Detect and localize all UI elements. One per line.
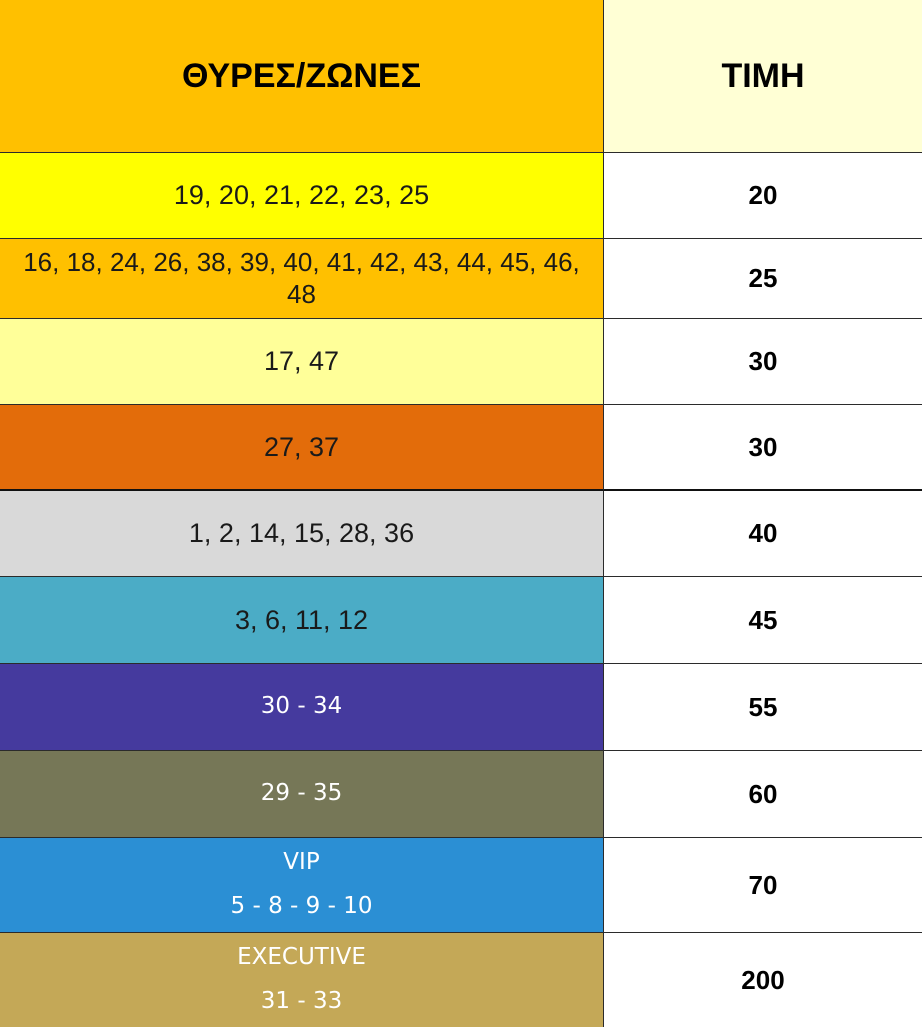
price-value: 200: [741, 964, 785, 995]
header-zones-cell: [0, 0, 604, 153]
zone-cell: [0, 319, 604, 405]
zone-text: 27, 37: [263, 431, 340, 462]
price-cell: [604, 319, 922, 405]
price-value: 20: [748, 180, 778, 210]
price-value: 30: [748, 431, 778, 462]
zone-text: 5 - 8 - 9 - 10: [230, 893, 373, 919]
price-cell: [604, 664, 922, 751]
zone-cell: [0, 239, 604, 319]
price-cell: [604, 239, 922, 319]
zone-text: 16, 18, 24, 26, 38, 39, 40, 41, 42, 43, 44, 45, 46, 48: [23, 247, 580, 309]
price-cell: [604, 491, 922, 577]
zone-text: 1, 2, 14, 15, 28, 36: [188, 518, 415, 549]
zone-cell: [0, 491, 604, 577]
price-cell: [604, 153, 922, 239]
price-value: 40: [748, 518, 778, 548]
zone-cell: [0, 838, 604, 933]
header-price-cell: [604, 0, 922, 153]
header-price-label: ΤΙΜΗ: [721, 56, 805, 95]
price-value: 60: [748, 778, 778, 809]
price-value: 25: [748, 263, 778, 293]
zone-text: 17, 47: [263, 346, 340, 377]
zone-cell: [0, 751, 604, 838]
price-value: 30: [748, 346, 778, 376]
zone-text: 3, 6, 11, 12: [234, 604, 369, 635]
price-value: 55: [748, 691, 778, 722]
zone-cell: [0, 405, 604, 491]
zone-cell: [0, 933, 604, 1027]
header-zones-label: ΘΥΡΕΣ/ΖΩΝΕΣ: [181, 56, 422, 95]
zone-text: 30 - 34: [260, 693, 343, 720]
zone-title: EXECUTIVE: [237, 944, 366, 971]
price-cell: [604, 577, 922, 664]
price-value: 70: [748, 869, 778, 900]
price-cell: [604, 838, 922, 933]
zone-cell: [0, 577, 604, 664]
price-cell: [604, 405, 922, 491]
zone-text: 31 - 33: [260, 988, 343, 1014]
zone-text: 29 - 35: [260, 780, 343, 807]
price-value: 45: [748, 604, 778, 635]
zone-text: 19, 20, 21, 22, 23, 25: [173, 180, 430, 211]
price-cell: [604, 751, 922, 838]
zone-title: VIP: [283, 849, 320, 876]
zone-cell: [0, 153, 604, 239]
price-cell: [604, 933, 922, 1027]
zone-cell: [0, 664, 604, 751]
